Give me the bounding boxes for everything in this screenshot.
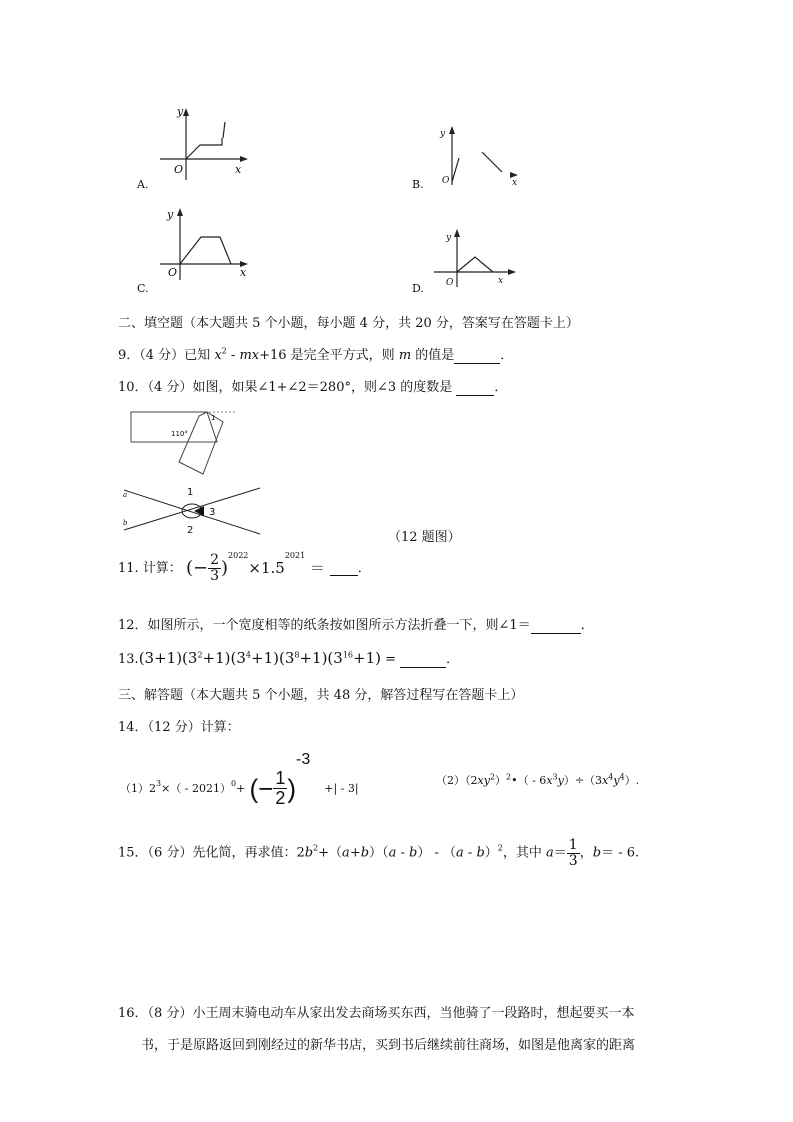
graph-option-c (150, 200, 270, 290)
q12-text: 12．如图所示，一个宽度相等的纸条按如图所示方法折叠一下，则∠1＝ (118, 618, 531, 633)
graph-c-origin-label: O (168, 266, 178, 279)
q11-equals: ＝ (305, 559, 330, 577)
q15-b: b (304, 845, 314, 861)
q12-end: ． (580, 618, 594, 633)
label-a: a (123, 491, 128, 499)
q14-p1-abs: +| - 3| (324, 782, 359, 795)
q9-number: 9． (118, 348, 140, 363)
strip-folded-part (179, 412, 223, 474)
q14-p2-exp-a: 2 (489, 772, 496, 782)
graph-option-a (150, 100, 270, 190)
q14-p2-exp-c: 3 (552, 772, 558, 782)
q14-p1-exp0: 0 (231, 779, 237, 788)
option-d-label: D. (412, 282, 424, 295)
graph-a-line (186, 138, 222, 159)
graph-b-y-label: y (440, 129, 446, 139)
q14-p2-x2: x (602, 774, 609, 787)
q13-exp-16: 16 (342, 650, 353, 660)
figure-12-caption: （12 题图） (388, 530, 461, 545)
q9-text-3: 的值是 (411, 348, 455, 363)
graph-d-origin-label: O (446, 278, 454, 288)
q11-exponent-2: 2021 (284, 551, 306, 560)
q14-p2-y2: y (613, 774, 620, 787)
option-b-label: B. (412, 178, 424, 191)
angle-label-3: 3 (209, 507, 216, 518)
q13-expr-2: +1)(3 (202, 649, 246, 667)
graph-c-y-label: y (167, 208, 174, 221)
q14-p2-end: ）. (624, 774, 640, 787)
graph-a-x-label: x (235, 163, 242, 176)
q9-minus: - (226, 348, 240, 363)
q15-n: - (463, 845, 477, 861)
q14-p1-denominator: 2 (275, 788, 286, 808)
q13-exp-8: 8 (294, 650, 300, 660)
q13-expr-1: (3+1)(3 (138, 649, 198, 667)
q11-end: ． (357, 561, 371, 576)
q13-equals: = (380, 652, 401, 667)
q11-answer-blank[interactable] (330, 562, 358, 576)
question-16-line-1: 16．（8 分）小王周末骑电动车从家出发去商场买东西，当他骑了一段路时，想起要买一本 (118, 1006, 635, 1021)
q10-answer-blank[interactable] (456, 380, 494, 396)
q14-p2-close: ） (495, 774, 507, 787)
graph-d-x-arrow-icon (508, 269, 516, 275)
q11-prefix: 11. 计算： (118, 561, 182, 576)
q15-o: b (476, 845, 485, 861)
strip-angle-label: 110° (171, 430, 188, 438)
q15-g: b (360, 845, 370, 861)
q11-fraction (208, 553, 221, 583)
graph-d-line (457, 257, 493, 272)
q15-v: b (592, 845, 602, 861)
q13-end: ． (446, 652, 460, 667)
option-c-label: C. (137, 282, 149, 295)
graph-b-line-2 (482, 152, 502, 172)
option-a-label: A. (137, 178, 149, 191)
q13-label: 13. (118, 652, 139, 667)
q9-var-m: m (398, 348, 412, 363)
graph-b-x-label: x (512, 178, 518, 188)
q14-p1-a: （1）2 (120, 782, 156, 795)
q14-p1-exponent: -3 (296, 751, 311, 768)
q15-h: ）（ (369, 845, 389, 861)
q15-u: ， (579, 845, 593, 861)
question-11 (118, 552, 371, 584)
q13-exp-2: 2 (197, 650, 203, 660)
q15-a: 15．（6 分）先化简，再求值：2 (118, 845, 305, 861)
q14-p2-a: （2）（2 (436, 774, 478, 787)
q12-answer-blank[interactable] (531, 618, 581, 634)
figure-intersecting-lines (120, 482, 270, 542)
section-3-title: 三、解答题（本大题共 5 个小题，共 48 分，解答过程写在答题卡上） (118, 688, 524, 703)
q14-p2-exp-e: 4 (619, 772, 625, 782)
q13-expr-3: +1)(3 (251, 649, 295, 667)
q15-e: a (342, 845, 350, 861)
q9-text-2: +16 是完全平方式，则 (259, 348, 399, 363)
question-15 (118, 838, 639, 868)
question-14-title: 14．（12 分）计算： (118, 720, 240, 735)
q15-c: 2 (313, 843, 319, 853)
q15-j: - (396, 845, 409, 861)
q11-times: ×1.5 (248, 559, 285, 577)
graph-a-line-end (223, 122, 225, 138)
section-2-title: 二、填空题（本大题共 5 个小题，每小题 4 分，共 20 分，答案写在答题卡上） (118, 316, 579, 331)
q15-l: ） - （ (417, 845, 456, 861)
strip-mark-1: 1 (211, 414, 216, 422)
q15-q: 2 (497, 843, 503, 853)
q14-p1-exp3: 3 (156, 779, 162, 788)
graph-d-y-label: y (446, 233, 452, 243)
q14-p2-exp-b: 2 (506, 772, 512, 782)
graph-a-y-arrow-icon (183, 108, 189, 116)
graph-b-y-arrow-icon (449, 126, 455, 134)
q15-d: +（ (318, 845, 343, 861)
q14-part-2 (436, 772, 639, 788)
angle-label-2: 2 (187, 525, 194, 536)
q11-numerator: 2 (210, 552, 219, 569)
q11-close-paren: ) (220, 557, 229, 579)
graph-a-y-label: y (177, 105, 184, 118)
q14-p2-mult: •（ - 6 (511, 774, 547, 787)
q9-answer-blank[interactable] (454, 348, 500, 364)
q15-f: + (349, 845, 361, 861)
q9-var-x: x (214, 348, 222, 363)
q14-part-1 (120, 752, 359, 808)
graph-c-x-label: x (240, 266, 247, 279)
q10-end: ． (494, 380, 508, 395)
figure-folded-strip (125, 402, 255, 482)
q15-k: b (409, 845, 418, 861)
q14-p1-numerator: 1 (275, 768, 286, 789)
question-16-line-2: 书，于是原路返回到刚经过的新华书店，买到书后继续前往商场，如图是他离家的距离 (141, 1038, 636, 1053)
q11-open-paren: (− (185, 557, 209, 579)
q13-answer-blank[interactable] (400, 652, 446, 668)
q15-numerator: 1 (568, 837, 578, 853)
q15-fraction (567, 838, 580, 868)
q15-i: a (388, 845, 397, 861)
q11-denominator: 3 (210, 568, 219, 584)
question-10 (118, 376, 507, 396)
q9-exp: 2 (221, 346, 227, 356)
q14-p1-fraction (273, 769, 287, 808)
graph-d-x-label: x (498, 276, 504, 286)
q14-p1-open-paren: (− (249, 773, 274, 804)
graph-option-d (430, 225, 550, 305)
q14-p2-y1: y (557, 774, 564, 787)
q9-text-1: 已知 (184, 348, 215, 363)
q14-p1-plus: + (236, 782, 246, 795)
q14-p2-xy: xy (477, 774, 490, 787)
q15-r: ，其中 (502, 845, 547, 861)
question-13 (118, 648, 459, 668)
label-b: b (123, 519, 128, 527)
graph-option-b (430, 120, 550, 200)
q10-text: 10．（4 分）如图，如果∠1+∠2＝280°，则∠3 的度数是 (118, 380, 457, 395)
q14-p1-c: ×（ - 2021） (161, 782, 232, 795)
graph-b-origin-label: O (442, 176, 450, 186)
q11-exponent-1: 2022 (228, 551, 249, 560)
q15-p: ） (484, 845, 498, 861)
q15-s: a (546, 845, 554, 861)
q15-w: ＝ - 6. (601, 845, 640, 861)
graph-d-y-arrow-icon (454, 229, 460, 237)
graph-c-y-arrow-icon (177, 208, 183, 216)
q14-p2-div: ）÷（3 (563, 774, 603, 787)
q13-expr-4: +1)(3 (299, 649, 343, 667)
q13-expr-5: +1) (353, 649, 381, 667)
question-12 (118, 614, 594, 634)
q15-m: a (456, 845, 464, 861)
graph-a-x-arrow-icon (240, 156, 248, 162)
question-9 (118, 344, 513, 364)
graph-a-origin-label: O (174, 163, 184, 176)
q14-p2-x1: x (546, 774, 553, 787)
q9-mx: mx (239, 348, 260, 363)
q15-t: ＝ (553, 845, 567, 861)
q14-p2-exp-d: 4 (608, 772, 614, 782)
q9-end: ． (500, 348, 514, 363)
angle-label-1: 1 (187, 487, 194, 498)
q9-score: （4 分） (139, 348, 185, 363)
graph-b-line-1 (452, 158, 459, 182)
q13-exp-4: 4 (245, 650, 251, 660)
q15-denominator: 3 (568, 852, 578, 869)
graph-c-line (180, 237, 231, 264)
q14-p1-close-paren: ) (287, 773, 296, 804)
